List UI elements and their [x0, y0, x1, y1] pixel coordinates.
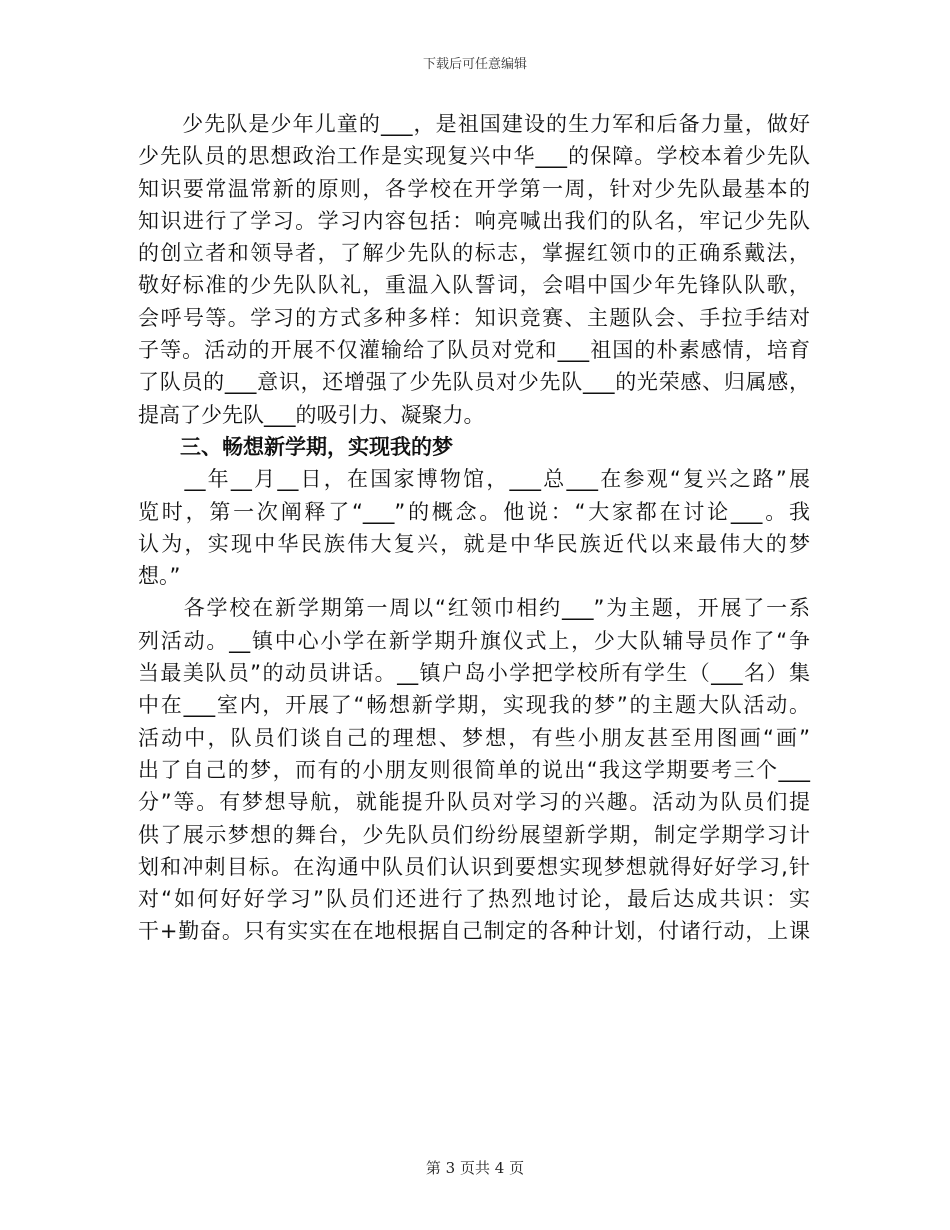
- text-line: 了队员的___意识，还增强了少先队员对少先队___的光荣感、归属感，: [138, 370, 810, 395]
- text-line: 供了展示梦想的舞台，少先队员们纷纷展望新学期，制定学期学习计: [138, 822, 810, 847]
- text-line: 出了自己的梦，而有的小朋友则很简单的说出“我这学期要考三个___: [138, 757, 810, 782]
- text-line: 认为，实现中华民族伟大复兴，就是中华民族近代以来最伟大的梦: [138, 531, 810, 556]
- text-line: 列活动。__镇中心小学在新学期升旗仪式上，少大队辅导员作了“争: [138, 628, 810, 653]
- text-line: 提高了少先队___的吸引力、凝聚力。: [138, 402, 485, 427]
- text-line: 少先队是少年儿童的___，是祖国建设的生力军和后备力量，做好: [138, 112, 810, 136]
- text-line: 干+勤奋。只有实实在在地根据自己制定的各种计划，付诸行动，上课: [138, 919, 810, 944]
- text-line: 知识进行了学习。学习内容包括：响亮喊出我们的队名，牢记少先队: [138, 208, 810, 233]
- document-body: [138, 108, 810, 948]
- text-line: 想。”: [138, 564, 181, 589]
- text-line: 活动中，队员们谈自己的理想、梦想，有些小朋友甚至用图画“画”: [138, 725, 810, 750]
- text-line: 当最美队员”的动员讲话。__镇户岛小学把学校所有学生（___名）集: [138, 661, 810, 686]
- text-line: 划和冲刺目标。在沟通中队员们认识到要想实现梦想就得好好学习,针: [138, 854, 810, 879]
- text-line: 览时，第一次阐释了“___”的概念。他说：“大家都在讨论___。我: [138, 499, 810, 524]
- text-line: 对“如何好好学习”队员们还进行了热烈地讨论，最后达成共识：实: [138, 887, 810, 912]
- section-heading: 三、畅想新学期，实现我的梦: [138, 434, 453, 459]
- text-line: __年__月__日，在国家博物馆，___总___在参观“复兴之路”展: [138, 467, 810, 492]
- text-line: 分”等。有梦想导航，就能提升队员对学习的兴趣。活动为队员们提: [138, 790, 810, 815]
- paragraph-2: [138, 463, 810, 592]
- text-line: 会呼号等。学习的方式多种多样：知识竞赛、主题队会、手拉手结对: [138, 305, 810, 330]
- paragraph-1: [138, 108, 810, 431]
- text-line: 子等。活动的开展不仅灌输给了队员对党和___祖国的朴素感情，培育: [138, 338, 810, 363]
- text-line: 少先队员的思想政治工作是实现复兴中华___的保障。学校本着少先队: [138, 144, 810, 169]
- text-line: 敬好标准的少先队队礼，重温入队誓词，会唱中国少年先锋队队歌，: [138, 273, 810, 298]
- text-line: 的创立者和领导者，了解少先队的标志，掌握红领巾的正确系戴法，: [138, 241, 810, 266]
- paragraph-3: [138, 592, 810, 947]
- page-header: 下载后可任意编辑: [422, 57, 527, 72]
- text-line: 各学校在新学期第一周以“红领巾相约___”为主题，开展了一系: [138, 596, 810, 621]
- page-footer: 第 3 页共 4 页: [425, 1159, 525, 1177]
- text-line: 知识要常温常新的原则，各学校在开学第一周，针对少先队最基本的: [138, 176, 810, 201]
- text-line: 中在___室内，开展了“畅想新学期，实现我的梦”的主题大队活动。: [138, 693, 810, 718]
